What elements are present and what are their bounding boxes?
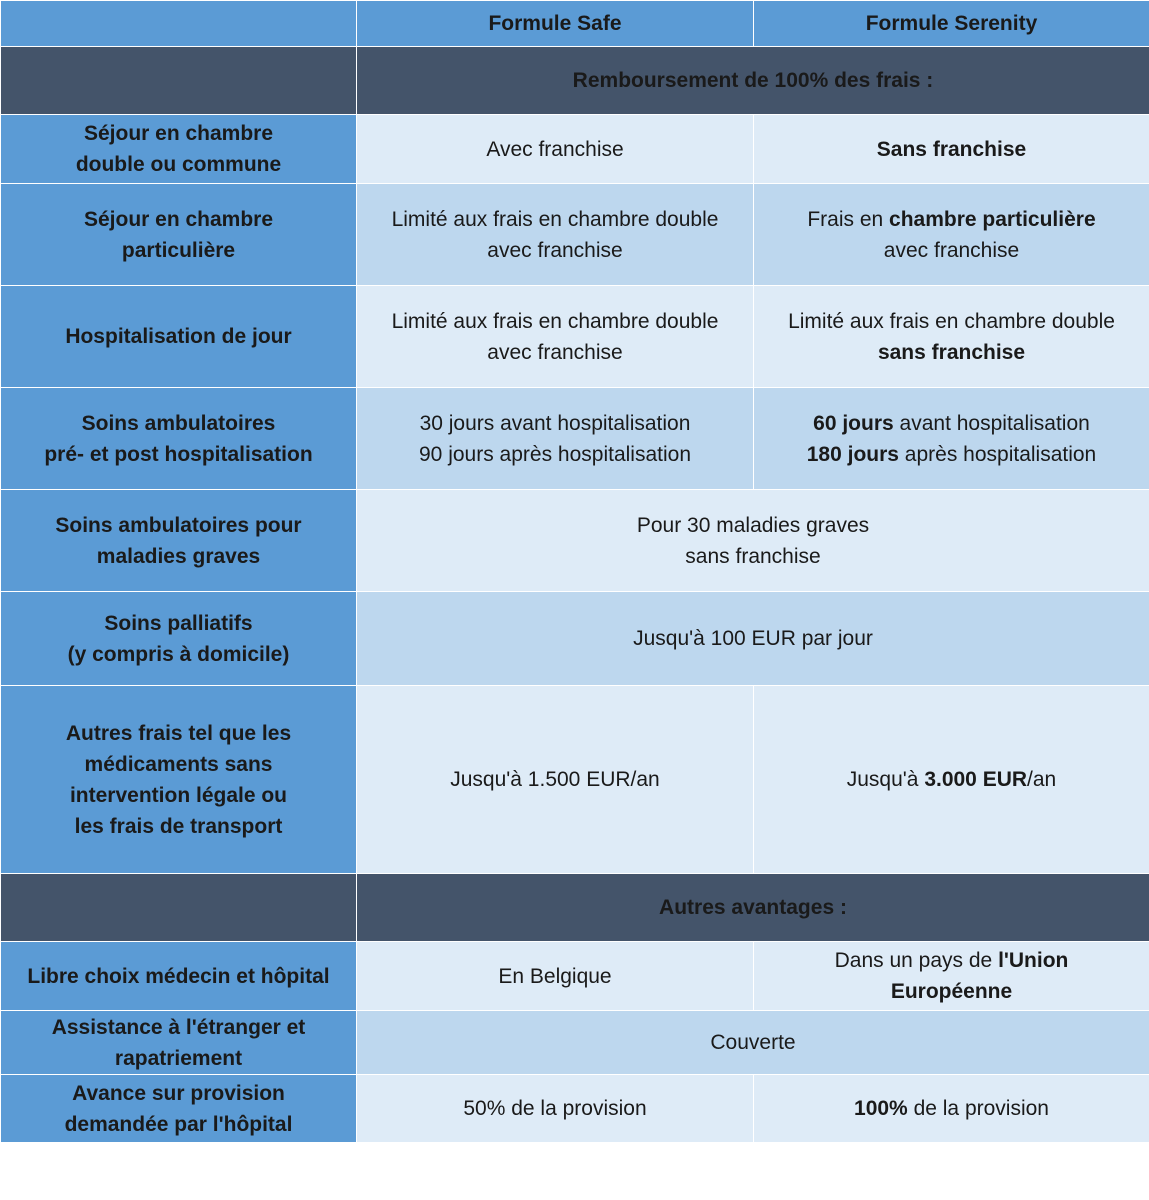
safe-value: En Belgique [357,942,754,1011]
row-label: Assistance à l'étranger et rapatriement [1,1011,357,1075]
section-row-reimbursement [1,47,1149,115]
header-formula-serenity: Formule Serenity [754,1,1149,47]
table-row-palliatifs [1,592,1149,686]
serenity-value: 100% de la provision [754,1075,1149,1143]
section-row-other [1,874,1149,942]
row-label: Libre choix médecin et hôpital [1,942,357,1011]
header-blank-cell [1,1,357,47]
section-title-other: Autres avantages : [357,874,1149,942]
header-formula-safe: Formule Safe [357,1,754,47]
row-label: Hospitalisation de jour [1,286,357,388]
header-row [1,1,1149,47]
serenity-value: 60 jours avant hospitalisation 180 jours après hospitalisation [754,388,1149,490]
row-label: Soins palliatifs (y compris à domicile) [1,592,357,686]
serenity-value: Limité aux frais en chambre double sans franchise [754,286,1149,388]
shared-value: Pour 30 maladies graves sans franchise [357,490,1149,592]
table-row-autres-frais [1,686,1149,874]
safe-value: Jusqu'à 1.500 EUR/an [357,686,754,874]
section-blank-cell [1,47,357,115]
safe-value: Limité aux frais en chambre double avec franchise [357,184,754,286]
table-row-avance [1,1075,1149,1143]
safe-value: Limité aux frais en chambre double avec franchise [357,286,754,388]
row-label: Séjour en chambre double ou commune [1,115,357,184]
serenity-value: Jusqu'à 3.000 EUR/an [754,686,1149,874]
safe-value: 30 jours avant hospitalisation 90 jours après hospitalisation [357,388,754,490]
row-label: Soins ambulatoires pour maladies graves [1,490,357,592]
table-row-soins-ambulatoires [1,388,1149,490]
table-row-sejour-particuliere [1,184,1149,286]
row-label: Séjour en chambre particulière [1,184,357,286]
section-title-reimbursement: Remboursement de 100% des frais : [357,47,1149,115]
table-row-sejour-double [1,115,1149,184]
row-label: Soins ambulatoires pré- et post hospitalisation [1,388,357,490]
serenity-value: Sans franchise [754,115,1149,184]
row-label: Autres frais tel que les médicaments sans intervention légale ou les frais de transport [1,686,357,874]
table-row-libre-choix [1,942,1149,1011]
table-row-maladies-graves [1,490,1149,592]
row-label: Avance sur provision demandée par l'hôpital [1,1075,357,1143]
shared-value: Couverte [357,1011,1149,1075]
safe-value: 50% de la provision [357,1075,754,1143]
safe-value: Avec franchise [357,115,754,184]
section-blank-cell [1,874,357,942]
table-row-hospitalisation-jour [1,286,1149,388]
serenity-value: Frais en chambre particulière avec franchise [754,184,1149,286]
table-row-assistance [1,1011,1149,1075]
serenity-value: Dans un pays de l'Union Européenne [754,942,1149,1011]
shared-value: Jusqu'à 100 EUR par jour [357,592,1149,686]
